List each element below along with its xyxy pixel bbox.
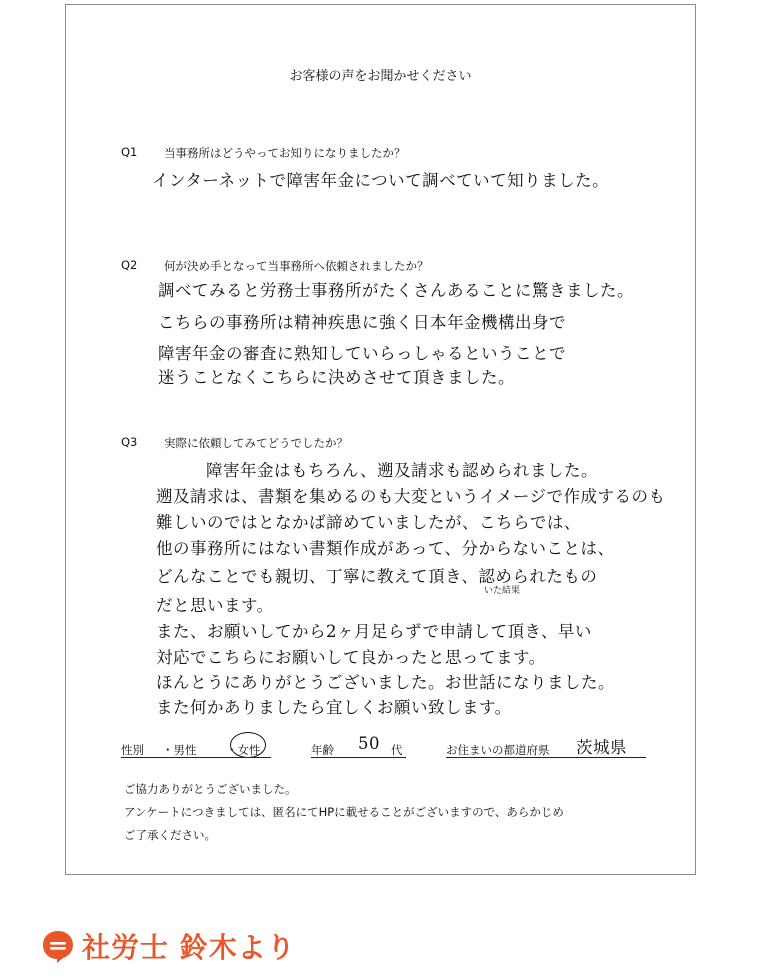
q3-answer-line: だと思います。 — [156, 596, 274, 615]
q3-answer-line: どんなことでも親切、丁寧に教えて頂き、認められたもの — [156, 567, 598, 586]
gender-female-option: ・女性 — [226, 743, 261, 757]
age-unit: 代 — [391, 743, 403, 757]
author-name: 社労士 鈴木より — [82, 931, 296, 964]
q3-answer-line: また何かありましたら宜しくお願い致します。 — [156, 698, 512, 717]
prefecture-label: お住まいの都道府県 — [446, 743, 550, 757]
q3-answer-line: 難しいのではとなかば諦めていましたが、こちらでは、 — [156, 513, 581, 532]
prefecture-underline — [446, 757, 646, 758]
closing-notice-end: ご了承ください。 — [124, 828, 216, 842]
prefecture-value: 茨城県 — [576, 738, 627, 757]
q3-label: Q3 — [121, 435, 138, 449]
q1-label: Q1 — [121, 145, 138, 159]
gender-male-option: ・男性 — [162, 743, 197, 757]
gender-label: 性別 — [121, 743, 144, 757]
survey-title: お客様の声をお聞かせください — [289, 69, 472, 84]
q2-answer-line: 迷うことなくこちらに決めさせて頂きました。 — [158, 368, 515, 387]
q3-answer-line: また、お願いしてから2ヶ月足らずで申請して頂き、早い — [156, 622, 592, 641]
q2-answer-line: 障害年金の審査に熟知していらっしゃるということで — [158, 344, 566, 363]
q1-question: 当事務所はどうやってお知りになりましたか？ — [164, 146, 406, 160]
age-label: 年齢 — [311, 743, 334, 757]
closing-notice: アンケートにつきましては、匿名にてHPに載せることがございますので、あらかじめ — [124, 805, 564, 819]
q3-insert-note: いた結果 — [484, 586, 521, 596]
author-credit — [40, 926, 296, 966]
closing-thanks: ご協力ありがとうございました。 — [124, 782, 297, 796]
survey-sheet — [65, 4, 696, 875]
q3-answer-line: 障害年金はもちろん、遡及請求も認められました。 — [206, 461, 598, 480]
gender-selection-circle — [230, 732, 266, 758]
q1-answer-line: インターネットで障害年金について調べていて知りました。 — [152, 171, 610, 190]
age-underline — [311, 757, 406, 758]
speech-bubble-icon — [40, 928, 76, 964]
q3-question: 実際に依頼してみてどうでしたか？ — [164, 436, 348, 450]
q2-label: Q2 — [121, 258, 138, 272]
q2-answer-line: こちらの事務所は精神疾患に強く日本年金機構出身で — [158, 313, 566, 332]
age-value: 50 — [358, 734, 380, 753]
q3-answer-line: 対応でこちらにお願いして良かったと思ってます。 — [156, 648, 546, 667]
gender-underline — [121, 757, 271, 758]
q2-question: 何が決め手となって当事務所へ依頼されましたか？ — [164, 259, 429, 273]
q3-answer-line: 遡及請求は、書類を集めるのも大変というイメージで作成するのも — [156, 487, 666, 506]
q2-answer-line: 調べてみると労務士事務所がたくさんあることに驚きました。 — [158, 281, 634, 300]
q3-answer-line: ほんとうにありがとうございました。お世話になりました。 — [156, 673, 615, 692]
q3-answer-line: 他の事務所にはない書類作成があって、分からないことは、 — [156, 539, 615, 558]
